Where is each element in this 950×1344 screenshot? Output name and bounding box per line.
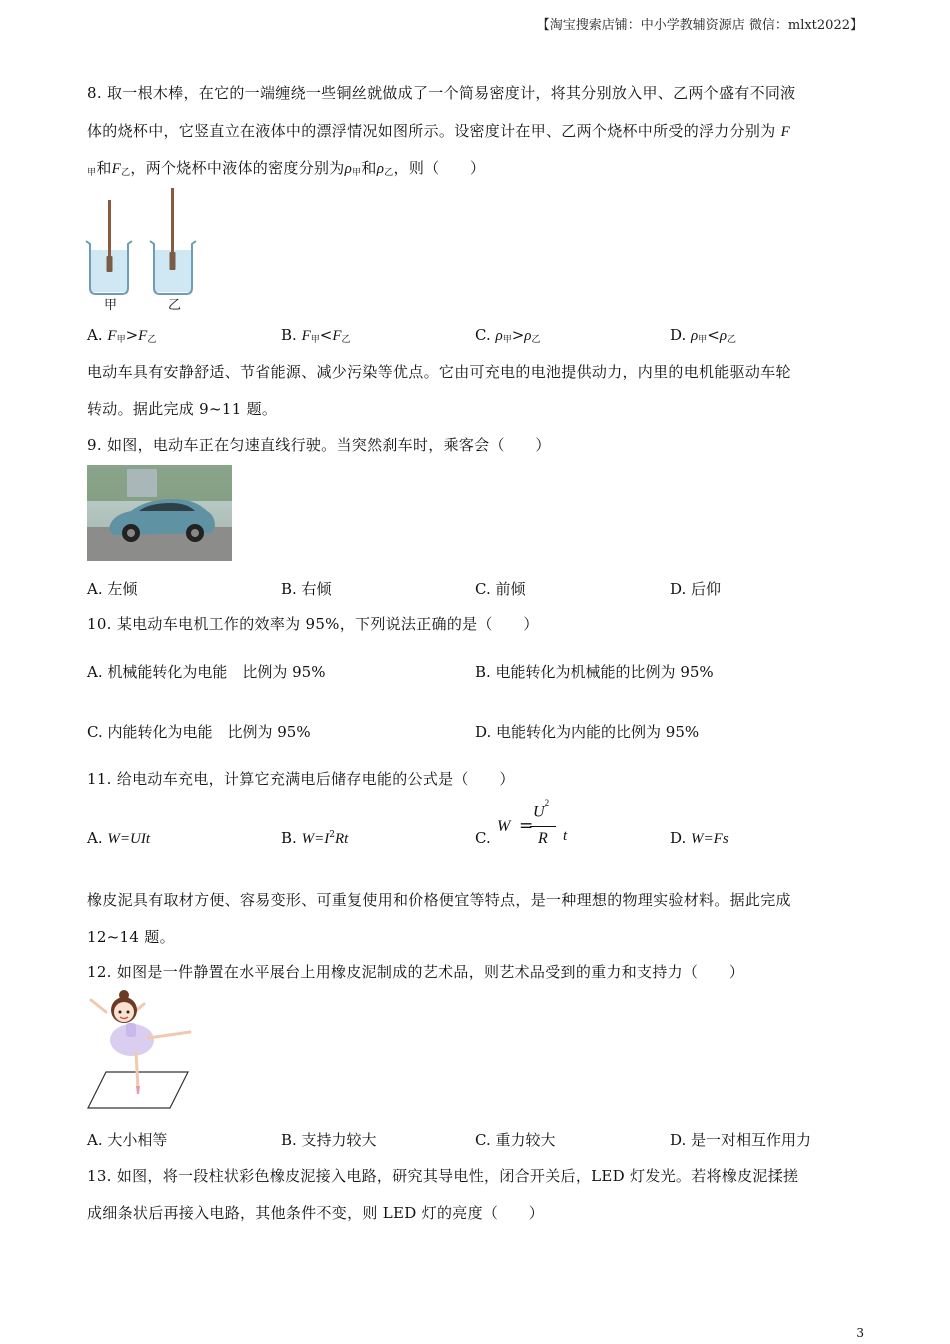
q8-option-a-op: > (125, 326, 139, 344)
photo-building (127, 469, 157, 497)
formula-W: W (497, 818, 511, 835)
ballerina-bodice (126, 1023, 136, 1037)
q12-text: 12. 如图是一件静置在水平展台上用橡皮泥制成的艺术品，则艺术品受到的重力和支持力（ ） (87, 963, 745, 981)
q9-option-d: D. 后仰 (670, 580, 722, 598)
q13-line1: 13. 如图，将一段柱状彩色橡皮泥接入电路，研究其导电性，闭合开关后，LED 灯发光。若将橡皮泥揉搓 (87, 1167, 799, 1185)
q12-option-a: A. 大小相等 (87, 1131, 168, 1149)
q8-symbol-F: F (780, 124, 791, 140)
q8-option-c-sym2: ρ (524, 328, 532, 344)
q8-sub-jia2: 甲 (352, 168, 362, 178)
q12-option-c: C. 重力较大 (475, 1131, 556, 1149)
intro-clay-line1: 橡皮泥具有取材方便、容易变形、可重复使用和价格便宜等特点，是一种理想的物理实验材料。据此完成 (87, 891, 791, 909)
q8-option-c-sub1: 甲 (502, 335, 512, 345)
q11-option-b (281, 829, 348, 848)
q8-sub-jia: 甲 (87, 168, 97, 178)
q11-option-c-formula (497, 800, 577, 852)
q10-option-d: D. 电能转化为内能的比例为 95% (475, 723, 700, 741)
q8-option-c-sym1: ρ (495, 328, 503, 344)
formula-eq: = (519, 816, 534, 836)
q8-option-d-sub2: 乙 (727, 335, 737, 345)
intro-ev-line2: 转动。据此完成 9~11 题。 (87, 400, 278, 418)
photo-trees (87, 465, 232, 501)
q8-sub-yi: 乙 (121, 168, 131, 178)
ballerina-eye-right (127, 1011, 130, 1014)
q11-option-b-pre: W=I (301, 831, 330, 847)
q8-symbol-F2: F (111, 161, 122, 177)
q8-rho-2: ρ (376, 161, 385, 177)
q8-option-a (87, 326, 156, 345)
formula-numerator (533, 798, 550, 821)
q8-option-d-op: < (707, 326, 720, 344)
q8-beakers-figure (84, 186, 204, 312)
q8-he2: 和 (361, 159, 377, 177)
q11-option-d (670, 829, 729, 848)
page-header: 【淘宝搜索店铺：中小学教辅资源店 微信：mlxt2022】 (536, 18, 863, 33)
q8-option-b-sym1: F (301, 328, 311, 344)
ballerina-shoe (136, 1086, 140, 1094)
beaker-jia (86, 200, 132, 294)
intro-clay-line2: 12~14 题。 (87, 928, 175, 946)
q9-option-c: C. 前倾 (475, 580, 526, 598)
formula-denominator: R (538, 830, 548, 847)
q8-option-d (670, 326, 736, 345)
q10-option-b: B. 电能转化为机械能的比例为 95% (475, 663, 714, 681)
q8-option-b-sub2: 乙 (341, 335, 351, 345)
q8-line2 (87, 120, 790, 141)
page-number: 3 (856, 1326, 864, 1340)
formula-sup: 2 (544, 798, 550, 808)
q11-option-d-formula: W=Fs (691, 831, 729, 847)
beaker-jia-copper (107, 256, 113, 272)
q8-sub-yi2: 乙 (384, 168, 394, 178)
q8-end: ，则（ ） (393, 159, 486, 177)
ballerina-eye-left (119, 1011, 122, 1014)
q9-option-b: B. 右倾 (281, 580, 332, 598)
car-hub-rear (191, 529, 199, 537)
formula-U: U (533, 803, 545, 821)
q8-option-a-label: A. (87, 326, 103, 344)
q12-option-d: D. 是一对相互作用力 (670, 1131, 812, 1149)
q8-option-b-sub1: 甲 (310, 335, 320, 345)
beaker-yi-copper (170, 252, 176, 270)
ballerina-arm-left (91, 1000, 106, 1012)
q11-option-b-sup: 2 (329, 830, 335, 840)
q8-option-c-sub2: 乙 (531, 335, 541, 345)
q8-option-b-sym2: F (332, 328, 342, 344)
car-hub-front (127, 529, 135, 537)
q11-option-a-formula: W=UIt (107, 831, 151, 847)
q8-option-a-sym2: F (138, 328, 148, 344)
q10-option-a: A. 机械能转化为电能 比例为 95% (87, 663, 326, 681)
q8-option-d-sub1: 甲 (698, 335, 708, 345)
ballerina-leg-raised (148, 1032, 190, 1038)
q8-mid: ，两个烧杯中液体的密度分别为 (130, 159, 345, 177)
q8-option-d-sym2: ρ (719, 328, 728, 344)
q10-text: 10. 某电动车电机工作的效率为 95%，下列说法正确的是（ ） (87, 615, 539, 633)
intro-ev-line1: 电动车具有安静舒适、节省能源、减少污染等优点。它由可充电的电池提供动力，内里的电机能驱动车轮 (87, 363, 791, 381)
q8-line3 (87, 157, 485, 178)
q8-option-a-sym1: F (107, 328, 117, 344)
q12-ballerina-figure (86, 990, 196, 1110)
q8-option-a-sub2: 乙 (147, 335, 157, 345)
q8-he: 和 (96, 159, 112, 177)
q13-line2: 成细条状后再接入电路，其他条件不变，则 LED 灯的亮度（ ） (87, 1204, 545, 1222)
q8-line1: 8. 取一根木棒，在它的一端缠绕一些铜丝就做成了一个简易密度计，将其分别放入甲、乙两个盛有不同液 (87, 84, 796, 102)
q8-option-c-label: C. (475, 326, 491, 344)
q8-option-d-label: D. (670, 326, 687, 344)
q8-option-d-sym1: ρ (691, 328, 699, 344)
q11-option-b-label: B. (281, 829, 297, 847)
q8-option-a-sub1: 甲 (116, 335, 126, 345)
beaker-label-yi: 乙 (168, 298, 182, 313)
beaker-label-jia: 甲 (104, 298, 118, 313)
q9-text: 9. 如图，电动车正在匀速直线行驶。当突然刹车时，乘客会（ ） (87, 436, 551, 454)
q8-rho-1: ρ (344, 161, 353, 177)
q9-option-a: A. 左倾 (87, 580, 138, 598)
q8-option-c-op: > (511, 326, 525, 344)
beaker-yi (150, 188, 196, 294)
q10-option-c: C. 内能转化为电能 比例为 95% (87, 723, 311, 741)
q11-text: 11. 给电动车充电，计算它充满电后储存电能的公式是（ ） (87, 770, 515, 788)
q8-line2-text: 体的烧杯中，它竖直立在液体中的漂浮情况如图所示。设密度计在甲、乙两个烧杯中所受的浮力分别为 (87, 122, 776, 140)
ballerina-leg-standing (136, 1052, 138, 1090)
q11-option-d-label: D. (670, 829, 687, 847)
q11-option-a (87, 829, 150, 848)
formula-t: t (563, 828, 568, 844)
q8-option-c (475, 326, 541, 345)
q8-option-b (281, 326, 351, 345)
q11-option-b-post: Rt (334, 831, 349, 847)
q9-car-photo (87, 465, 232, 561)
q11-option-c-label: C. (475, 829, 491, 847)
formula-fraction-bar (530, 826, 556, 827)
q12-option-b: B. 支持力较大 (281, 1131, 377, 1149)
q11-option-a-label: A. (87, 829, 103, 847)
q8-option-b-label: B. (281, 326, 297, 344)
q8-option-b-op: < (319, 326, 333, 344)
